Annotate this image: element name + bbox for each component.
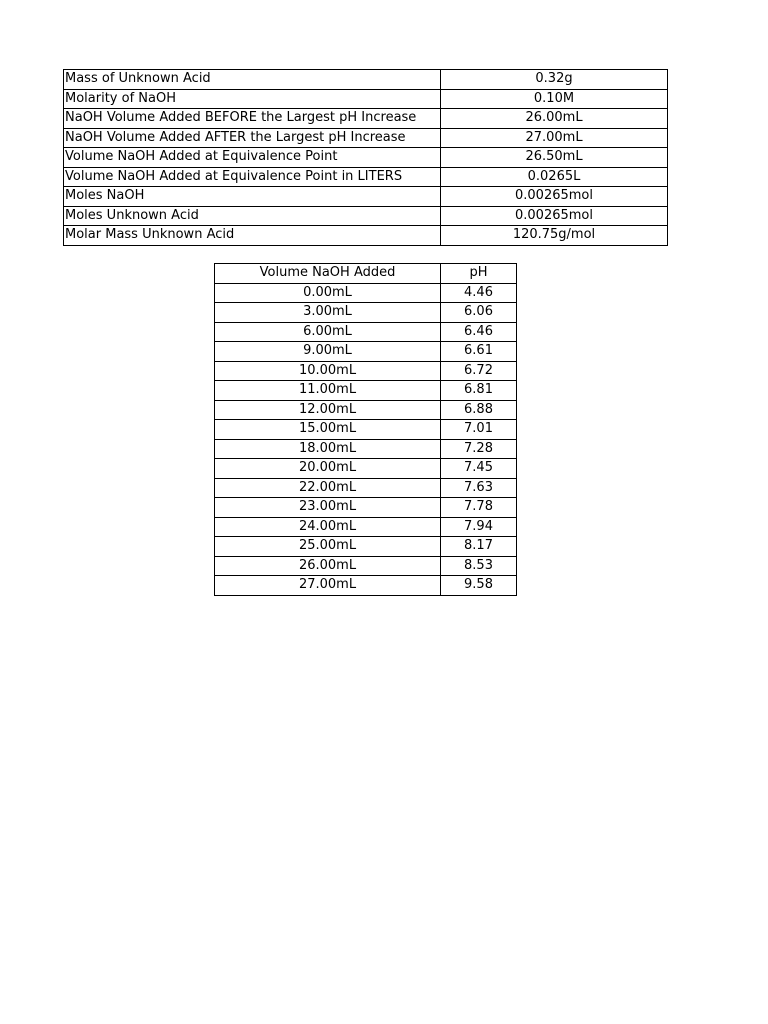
summary-label: Moles NaOH (64, 187, 441, 207)
summary-value: 27.00mL (441, 128, 668, 148)
summary-label: Volume NaOH Added at Equivalence Point in LITERS (64, 167, 441, 187)
summary-label: Volume NaOH Added at Equivalence Point (64, 148, 441, 168)
summary-row (64, 187, 668, 207)
volume-cell: 25.00mL (215, 537, 441, 557)
table-row (215, 283, 517, 303)
volume-cell: 27.00mL (215, 576, 441, 596)
ph-cell: 7.01 (441, 420, 517, 440)
ph-cell: 7.94 (441, 517, 517, 537)
summary-value: 0.0265L (441, 167, 668, 187)
volume-cell: 10.00mL (215, 361, 441, 381)
table-row (215, 381, 517, 401)
ph-cell: 4.46 (441, 283, 517, 303)
summary-value: 120.75g/mol (441, 226, 668, 246)
ph-cell: 7.28 (441, 439, 517, 459)
summary-label: Molarity of NaOH (64, 89, 441, 109)
summary-row (64, 226, 668, 246)
summary-row (64, 109, 668, 129)
volume-cell: 20.00mL (215, 459, 441, 479)
ph-cell: 6.81 (441, 381, 517, 401)
ph-cell: 6.88 (441, 400, 517, 420)
summary-row (64, 206, 668, 226)
ph-cell: 6.72 (441, 361, 517, 381)
summary-label: NaOH Volume Added AFTER the Largest pH Increase (64, 128, 441, 148)
summary-value: 26.00mL (441, 109, 668, 129)
summary-value: 0.10M (441, 89, 668, 109)
ph-cell: 7.63 (441, 478, 517, 498)
summary-label: Moles Unknown Acid (64, 206, 441, 226)
summary-row (64, 70, 668, 90)
volume-cell: 11.00mL (215, 381, 441, 401)
table-row (215, 478, 517, 498)
ph-cell: 8.53 (441, 556, 517, 576)
summary-label: Mass of Unknown Acid (64, 70, 441, 90)
summary-value: 0.00265mol (441, 206, 668, 226)
volume-cell: 23.00mL (215, 498, 441, 518)
summary-value: 0.32g (441, 70, 668, 90)
titration-header-row (215, 264, 517, 284)
ph-cell: 8.17 (441, 537, 517, 557)
titration-table (214, 263, 517, 596)
volume-cell: 0.00mL (215, 283, 441, 303)
volume-cell: 15.00mL (215, 420, 441, 440)
volume-column-header: Volume NaOH Added (215, 264, 441, 284)
ph-cell: 9.58 (441, 576, 517, 596)
volume-cell: 9.00mL (215, 342, 441, 362)
table-row (215, 576, 517, 596)
summary-label: Molar Mass Unknown Acid (64, 226, 441, 246)
summary-value: 0.00265mol (441, 187, 668, 207)
summary-row (64, 128, 668, 148)
ph-cell: 6.61 (441, 342, 517, 362)
summary-label: NaOH Volume Added BEFORE the Largest pH Increase (64, 109, 441, 129)
summary-row (64, 89, 668, 109)
volume-cell: 18.00mL (215, 439, 441, 459)
table-row (215, 517, 517, 537)
table-row (215, 537, 517, 557)
summary-value: 26.50mL (441, 148, 668, 168)
volume-cell: 3.00mL (215, 303, 441, 323)
ph-column-header: pH (441, 264, 517, 284)
summary-table (63, 69, 668, 246)
ph-cell: 6.46 (441, 322, 517, 342)
volume-cell: 12.00mL (215, 400, 441, 420)
table-row (215, 556, 517, 576)
ph-cell: 7.45 (441, 459, 517, 479)
table-row (215, 400, 517, 420)
table-row (215, 439, 517, 459)
volume-cell: 24.00mL (215, 517, 441, 537)
table-row (215, 322, 517, 342)
table-row (215, 361, 517, 381)
table-row (215, 459, 517, 479)
summary-row (64, 148, 668, 168)
ph-cell: 7.78 (441, 498, 517, 518)
table-row (215, 420, 517, 440)
table-row (215, 498, 517, 518)
volume-cell: 22.00mL (215, 478, 441, 498)
volume-cell: 6.00mL (215, 322, 441, 342)
summary-row (64, 167, 668, 187)
volume-cell: 26.00mL (215, 556, 441, 576)
table-row (215, 303, 517, 323)
table-row (215, 342, 517, 362)
ph-cell: 6.06 (441, 303, 517, 323)
